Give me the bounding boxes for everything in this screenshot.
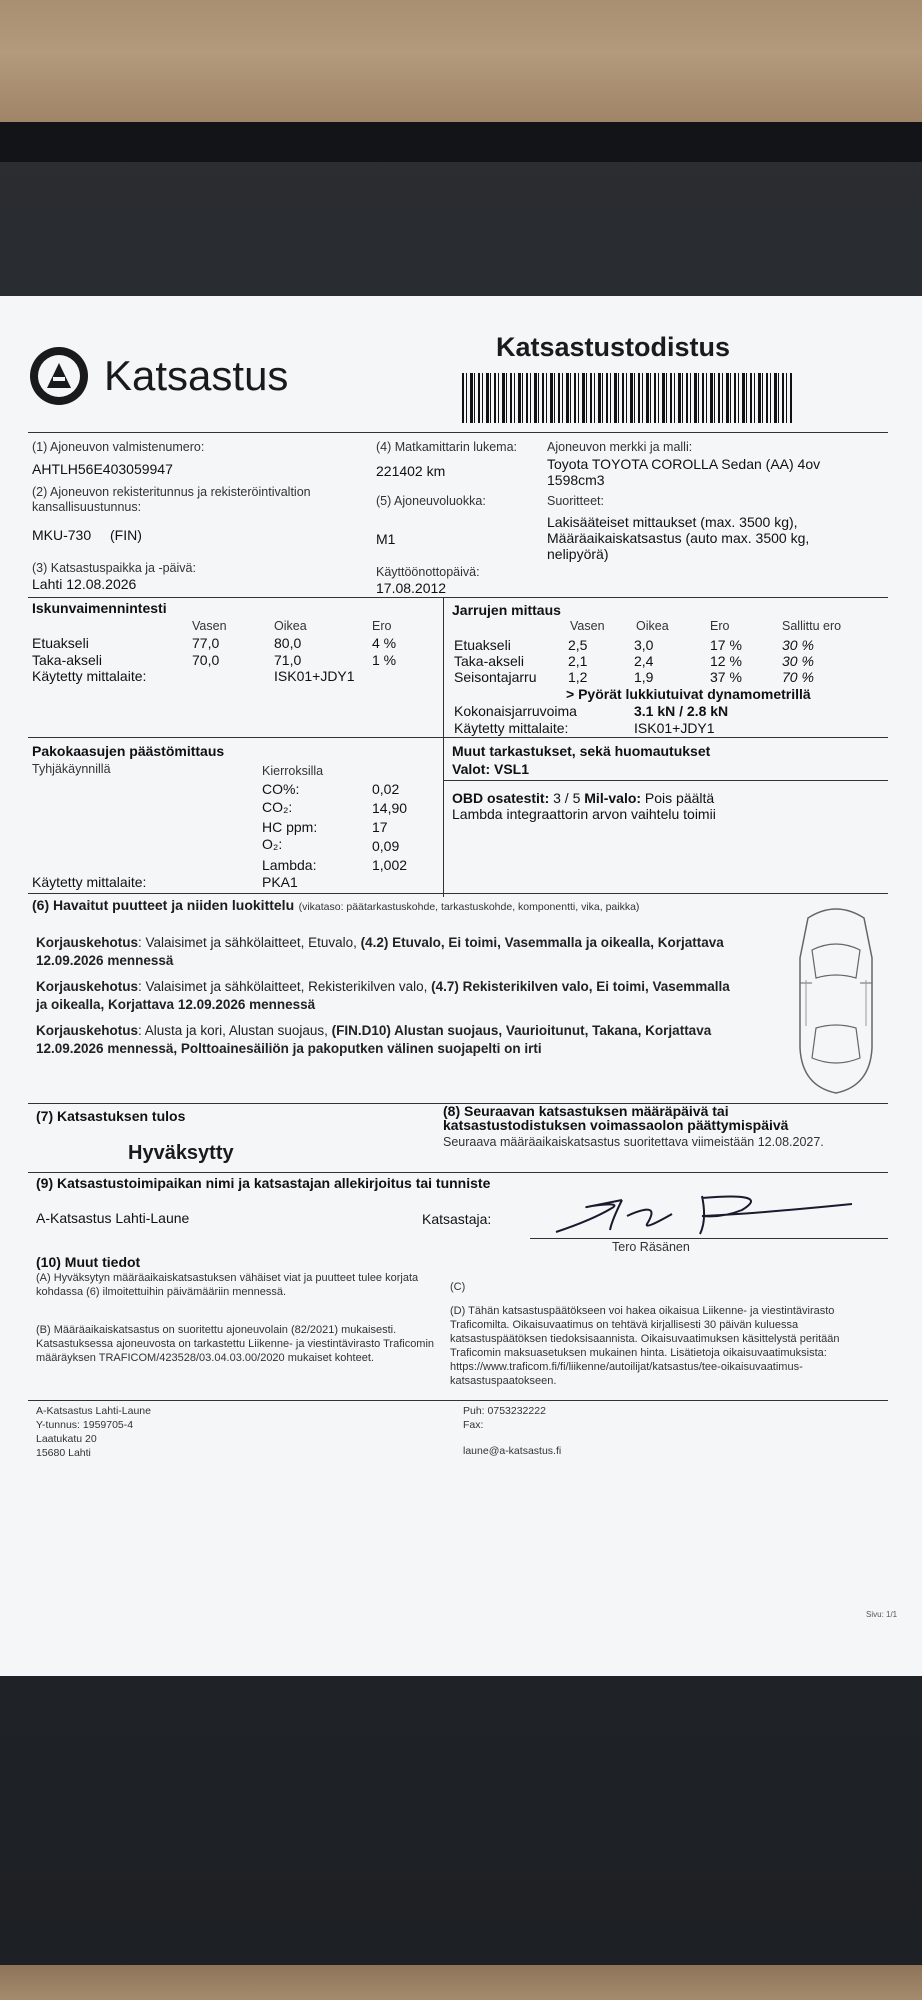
brake-row-diff: 17 % — [710, 637, 742, 653]
emission-label: O₂: — [262, 836, 283, 852]
shock-rear-right: 71,0 — [274, 652, 302, 668]
footer-company: A-Katsastus Lahti-Laune — [36, 1405, 151, 1417]
logo-text: Katsastus — [104, 352, 289, 399]
brake-row-allowed: 30 % — [782, 653, 814, 669]
footer-divider — [28, 1400, 888, 1401]
shock-col-left: Vasen — [192, 619, 227, 633]
footer-fax: Fax: — [463, 1419, 484, 1431]
brake-row-left: 1,2 — [568, 669, 588, 685]
brakes-note: > Pyörät lukkiutuivat dynamometrillä — [566, 686, 811, 702]
brake-row-allowed: 30 % — [782, 637, 814, 653]
defect-detail: (4.2) Etuvalo, Ei toimi, Vasemmalla ja oikealla, Korjattava 12.09.2026 mennessä — [36, 935, 724, 968]
wood-table-bottom — [0, 1965, 922, 2000]
obd-value: 3 / 5 — [549, 790, 585, 806]
next-inspection-title: (8) Seuraavan katsastuksen määräpäivä tai katsastustodistuksen voimassaolon päättymispäivä — [443, 1103, 789, 1133]
section-divider — [28, 1172, 888, 1173]
brakes-title: Jarrujen mittaus — [452, 602, 561, 618]
brake-row-axle: Taka-akseli — [454, 653, 525, 669]
brake-row-right: 2,4 — [634, 653, 654, 669]
first-use-label: Käyttöönottopäivä: — [376, 565, 480, 579]
car-diagram-icon — [786, 898, 886, 1098]
brake-row-right: 1,9 — [634, 669, 654, 685]
shock-title: Iskunvaimennintesti — [32, 600, 167, 616]
vin-value: AHTLH56E403059947 — [32, 461, 173, 477]
obd-line — [452, 790, 714, 806]
obd-label: OBD osatestit: — [452, 790, 550, 806]
place-label: (3) Katsastuspaikka ja -päivä: — [32, 561, 196, 575]
defect-category: : Valaisimet ja sähkölaitteet, Etuvalo, — [138, 935, 361, 950]
katsastus-logo-icon — [30, 347, 88, 405]
defect-item — [36, 1022, 736, 1058]
make-label: Ajoneuvon merkki ja malli: — [547, 440, 693, 454]
other-info-title: (10) Muut tiedot — [36, 1254, 141, 1270]
emission-value: 1,002 — [372, 857, 408, 873]
defect-item — [36, 934, 736, 970]
emission-label: CO₂: — [262, 799, 293, 815]
shock-rear-diff: 1 % — [372, 652, 397, 668]
section-divider — [28, 737, 888, 738]
defect-category: : Alusta ja kori, Alustan suojaus, — [138, 1023, 332, 1038]
lambda-note: Lambda integraattorin arvon vaihtelu toimii — [452, 806, 716, 822]
performed-label: Suoritteet: — [547, 494, 604, 508]
inspector-signature — [552, 1190, 862, 1240]
shock-front-axle: Etuakseli — [32, 635, 89, 651]
emissions-title: Pakokaasujen päästömittaus — [32, 743, 225, 759]
class-value: M1 — [376, 531, 396, 547]
inspector-name: Tero Räsänen — [612, 1240, 690, 1254]
shock-device-label: Käytetty mittalaite: — [32, 668, 147, 684]
emissions-rpm-label: Kierroksilla — [262, 764, 324, 778]
defect-detail: (FIN.D10) Alustan suojaus, Vaurioitunut, Takana, Korjattava 12.09.2026 mennessä, Polttoainesäiliön ja pakoputken välinen suojapelti on irti — [36, 1023, 712, 1056]
other-checks-divider — [443, 780, 888, 781]
brakes-total-value: 3.1 kN / 2.8 kN — [634, 703, 729, 719]
place-value: Lahti 12.08.2026 — [32, 576, 137, 592]
brake-row-axle: Etuakseli — [454, 637, 511, 653]
brakes-col-right: Oikea — [636, 619, 669, 633]
shock-rear-axle: Taka-akseli — [32, 652, 103, 668]
lights-value: Valot: VSL1 — [452, 761, 530, 777]
defect-level: Korjauskehotus — [36, 1023, 139, 1038]
defect-detail: (4.7) Rekisterikilven valo, Ei toimi, Vasemmalla ja oikealla, Korjattava 12.09.2026 mennessä — [36, 979, 730, 1012]
brake-row-left: 2,1 — [568, 653, 588, 669]
result-title: (7) Katsastuksen tulos — [36, 1108, 186, 1124]
class-label: (5) Ajoneuvoluokka: — [376, 494, 486, 508]
defect-category: : Valaisimet ja sähkölaitteet, Rekisterikilven valo, — [138, 979, 432, 994]
brakes-col-allowed: Sallittu ero — [782, 619, 842, 633]
emission-label: CO%: — [262, 781, 300, 797]
brake-row-right: 3,0 — [634, 637, 654, 653]
emission-value: 14,90 — [372, 800, 408, 816]
emissions-idle-label: Tyhjäkäynnillä — [32, 762, 111, 776]
brakes-col-left: Vasen — [570, 619, 605, 633]
reg-country: (FIN) — [110, 527, 142, 543]
emission-label: Lambda: — [262, 857, 317, 873]
barcode — [462, 373, 792, 423]
performed-value: Lakisääteiset mittaukset (max. 3500 kg), Määräaikaiskatsastus (auto max. 3500 kg, nelipyörä) — [547, 514, 810, 562]
station-name: A-Katsastus Lahti-Laune — [36, 1210, 190, 1226]
brake-row-left: 2,5 — [568, 637, 588, 653]
footer-street: Laatukatu 20 — [36, 1433, 97, 1445]
odometer-value: 221402 km — [376, 463, 446, 479]
emissions-device-label: Käytetty mittalaite: — [32, 874, 147, 890]
defects-subtitle: (vikataso: päätarkastuskohde, tarkastuskohde, komponentti, vika, paikka) — [298, 901, 640, 913]
emission-value: 17 — [372, 819, 388, 835]
make-value: Toyota TOYOTA COROLLA Sedan (AA) 4ov 1598cm3 — [547, 456, 821, 488]
wood-table-top — [0, 0, 922, 130]
reg-label: (2) Ajoneuvon rekisteritunnus ja rekisteröintivaltion kansallisuustunnus: — [32, 485, 311, 514]
emission-value: 0,09 — [372, 838, 400, 854]
reg-value: MKU-730 — [32, 527, 92, 543]
brake-row-axle: Seisontajarru — [454, 669, 537, 685]
odometer-label: (4) Matkamittarin lukema: — [376, 440, 518, 454]
defects-heading — [32, 897, 639, 915]
brake-row-allowed: 70 % — [782, 669, 814, 685]
shock-device: ISK01+JDY1 — [274, 668, 355, 684]
mil-value: Pois päältä — [641, 790, 715, 806]
section-divider — [28, 893, 888, 894]
other-info-a: (A) Hyväksytyn määräaikaiskatsastuksen vähäiset viat ja puutteet tulee korjata kohdassa (6) ilmoitettuihin päivämääriin mennessä. — [36, 1272, 419, 1298]
other-info-d: (D) Tähän katsastuspäätökseen voi hakea oikaisua Liikenne- ja viestintävirasto Traficomilta. Oikaisuvaatimus on tehtävä kirjallisesti 30 päivän kuluessa katsastuspäätöksen tiedoksisaannista. Oikaisuvaatimuksen käsittelystä peritään Traficomin maksuasetuksen mukainen hinta. Lisätietoja oikaisuvaatimuksista: https://www.traficom.fi/fi/liikenne/autoilijat/katsastus/tee-oikaisuvaatimus-katsastuspaatokseen. — [450, 1305, 840, 1387]
page-number: Sivu: 1/1 — [866, 1610, 898, 1619]
header-divider — [28, 432, 888, 433]
defect-item — [36, 978, 736, 1014]
brake-row-diff: 12 % — [710, 653, 742, 669]
first-use-value: 17.08.2012 — [376, 580, 447, 596]
shock-front-diff: 4 % — [372, 635, 397, 651]
signature-title: (9) Katsastustoimipaikan nimi ja katsastajan allekirjoitus tai tunniste — [36, 1175, 491, 1191]
shock-front-right: 80,0 — [274, 635, 302, 651]
clipboard-clip-area — [0, 122, 922, 162]
brakes-total-label: Kokonaisjarruvoima — [454, 703, 577, 719]
middle-divider — [443, 597, 444, 897]
footer-email: laune@a-katsastus.fi — [463, 1445, 562, 1457]
other-checks-title: Muut tarkastukset, sekä huomautukset — [452, 743, 711, 759]
brakes-device: ISK01+JDY1 — [634, 720, 715, 736]
next-inspection-text: Seuraava määräaikaiskatsastus suoritettava viimeistään 12.08.2027. — [443, 1135, 824, 1149]
shock-col-diff: Ero — [372, 619, 392, 633]
defect-level: Korjauskehotus — [36, 979, 139, 994]
footer-postal: 15680 Lahti — [36, 1447, 91, 1459]
vin-label: (1) Ajoneuvon valmistenumero: — [32, 440, 205, 454]
signature-line — [530, 1238, 888, 1239]
footer-business-id: Y-tunnus: 1959705-4 — [36, 1419, 134, 1431]
defects-title: (6) Havaitut puutteet ja niiden luokittelu — [32, 897, 295, 913]
emissions-device: PKA1 — [262, 874, 298, 890]
other-info-b: (B) Määräaikaiskatsastus on suoritettu ajoneuvolain (82/2021) mukaisesti. Katsastuksessa ajoneuvosta on tarkastettu Liikenne- ja viestintävirasto Traficomin määräyksen TRAFICOM/423528/03.04.03.00/2020 mukaiset kohteet. — [36, 1324, 435, 1364]
footer-phone: Puh: 0753232222 — [463, 1405, 546, 1417]
shock-col-right: Oikea — [274, 619, 307, 633]
inspector-label: Katsastaja: — [422, 1211, 492, 1227]
section-divider — [28, 597, 888, 598]
shock-rear-left: 70,0 — [192, 652, 220, 668]
document-title: Katsastustodistus — [496, 332, 731, 362]
other-info-c: (C) — [450, 1281, 466, 1293]
defect-level: Korjauskehotus — [36, 935, 139, 950]
shock-front-left: 77,0 — [192, 635, 220, 651]
mil-label: Mil-valo: — [584, 790, 642, 806]
brakes-col-diff: Ero — [710, 619, 730, 633]
brakes-device-label: Käytetty mittalaite: — [454, 720, 569, 736]
emission-value: 0,02 — [372, 781, 400, 797]
result-value: Hyväksytty — [128, 1142, 234, 1164]
emission-label: HC ppm: — [262, 819, 318, 835]
brake-row-diff: 37 % — [710, 669, 742, 685]
